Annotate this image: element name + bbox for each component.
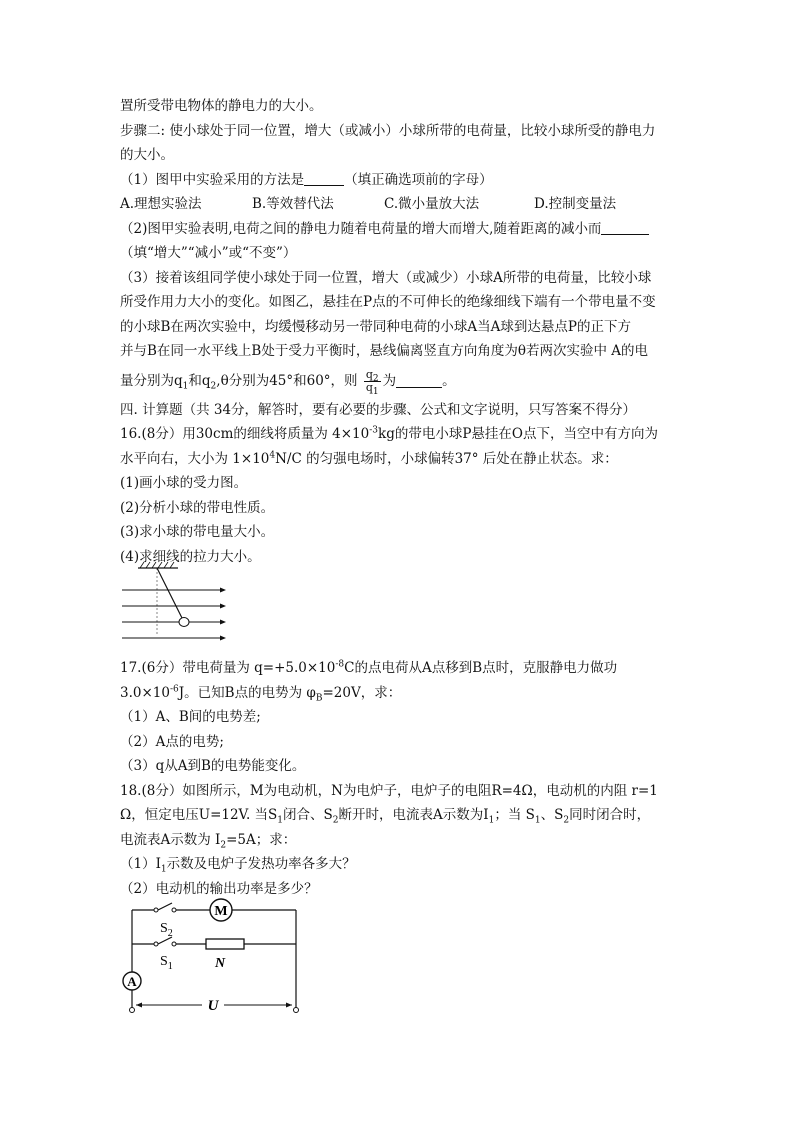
field-arrows (220, 588, 226, 641)
switch-s1-contact (172, 942, 176, 946)
text-line: （2）电动机的输出功率是多少？ (120, 880, 318, 897)
text-line: (4)求细线的拉力大小。 (120, 548, 261, 565)
subscript: 2 (210, 381, 217, 392)
text-line: (2)分析小球的带电性质。 (120, 499, 275, 516)
text: （1）I (120, 856, 161, 872)
text: ,θ分别为45°和60°，则 (216, 372, 358, 389)
question-15-3: （3）接着该组同学使小球处于同一位置，增大（或减少）小球A所带的电荷量，比较小球 (120, 269, 652, 286)
text: 和q (188, 372, 211, 389)
superscript: -6 (169, 684, 179, 694)
switch-s1-label (160, 954, 173, 972)
problem-18: 18.(8分）如图所示，M为电动机，N为电炉子，电炉子的电阻R=4Ω，电动机的内阻 r=1 (120, 782, 658, 799)
switch-s2-contact (154, 908, 158, 912)
text: 3.0×10 (120, 684, 170, 701)
worksheet-page (120, 94, 680, 569)
field-lines (122, 590, 224, 638)
option-d: D.控制变量法 (534, 196, 617, 212)
text: 16.(8分）用30cm的细线将质量为 4×10 (120, 426, 370, 442)
text: J。已知B点的电势为 φ (178, 684, 316, 701)
problems-17-18 (120, 656, 680, 901)
ceiling-hatch (140, 562, 174, 568)
subscript: 2 (220, 840, 227, 851)
subscript: 2 (332, 815, 339, 826)
answer-blank (304, 185, 344, 186)
switch-s1-contact (154, 942, 158, 946)
question-15-1 (120, 168, 680, 193)
superscript: 4 (269, 450, 276, 460)
section-heading: 四. 计算题（共 34分，解答时，要有必要的步骤、公式和文字说明，只写答案不得分） (120, 401, 637, 418)
text-line: （填“增大”“减小”或“不变”） (120, 245, 297, 261)
text-line: （1）A、B间的电势差; (120, 709, 261, 725)
heater-label: N (214, 956, 226, 971)
subscript: 1 (534, 815, 541, 826)
label-sub: 2 (167, 928, 173, 939)
arrow-head-left (136, 1003, 142, 1008)
question-15-2 (120, 217, 680, 242)
text-line: (3)求小球的带电量大小。 (120, 524, 275, 540)
label-text: S (160, 921, 168, 936)
subscript: 1 (372, 386, 379, 397)
text: Ω，恒定电压U=12V. 当S (120, 807, 278, 823)
subscript: 1 (277, 815, 284, 826)
text-line: 置所受带电物体的静电力的大小。 (120, 98, 323, 114)
option-b: B.等效替代法 (252, 196, 334, 212)
option-a: A.理想实验法 (120, 196, 202, 212)
fraction-q2-over-q1 (364, 367, 381, 397)
charged-ball (179, 618, 189, 627)
question-text: （填正确选项前的字母） (344, 171, 493, 188)
text-line (120, 681, 680, 706)
text: 量分别为q (120, 372, 183, 389)
circuit-figure (120, 898, 310, 1023)
text: 17.(6分）带电荷量为 q=+5.0×10 (120, 660, 336, 676)
text-line (120, 447, 680, 472)
question-text: （1）图甲中实验采用的方法是 (120, 171, 305, 188)
text-line (120, 852, 680, 877)
text: 水平向右，大小为 1×10 (120, 450, 270, 467)
label-text: S (160, 954, 168, 969)
text: 示数及电炉子发热功率各多大？ (166, 856, 356, 872)
denominator: q (365, 380, 373, 394)
text: N/C 的匀强电场时，小球偏转37° 后处在静止状态。求： (275, 450, 618, 467)
text-line: （3）q从A到B的电势能变化。 (120, 758, 306, 774)
text-line: (1)画小球的受力图。 (120, 475, 248, 491)
options-row (120, 192, 680, 217)
motor-label: M (214, 904, 228, 919)
text-line: 的大小。 (120, 147, 174, 163)
text: =5A；求： (226, 831, 297, 848)
numerator: q (365, 367, 373, 381)
string (157, 568, 182, 618)
text: ；当 S (494, 807, 535, 823)
problem-17 (120, 656, 680, 681)
terminal (294, 1008, 299, 1013)
problem-16 (120, 422, 680, 447)
ammeter-label: A (127, 974, 137, 989)
answer-blank (601, 234, 649, 235)
text-line-fraction (120, 364, 680, 398)
answer-blank (396, 387, 442, 388)
text: 断开时，电流表A示数为I (338, 807, 489, 823)
switch-s2-label (160, 921, 173, 939)
text: 闭合、S (283, 807, 333, 823)
period: 。 (442, 372, 456, 389)
subscript: 1 (182, 381, 189, 392)
text-line (120, 828, 680, 853)
label-sub: 1 (167, 961, 173, 972)
text-line: 步骤二: 使小球处于同一位置，增大（或减小）小球所带的电荷量，比较小球所受的静电力 (120, 122, 656, 139)
text: 电流表A示数为 I (120, 831, 221, 848)
text-line (120, 803, 680, 828)
subscript: 2 (372, 373, 379, 384)
text: =20V，求： (322, 684, 402, 701)
pendulum-field-figure (120, 560, 230, 650)
text-line: 的小球B在两次实验中，均缓慢移动另一带同种电荷的小球A当A球到达悬点P的正下方 (120, 318, 632, 335)
superscript: -8 (335, 659, 345, 670)
text: 、S (540, 807, 564, 823)
subscript: 2 (563, 815, 570, 826)
text-line: 所受作用力大小的变化。如图乙，悬挂在P点的不可伸长的绝缘细线下端有一个带电量不变 (120, 294, 656, 310)
question-text: （2)图甲实验表明,电荷之间的静电力随着电荷量的增大而增大,随着距离的减小而 (120, 220, 602, 237)
text: C的点电荷从A点移到B点时，克服静电力做功 (344, 660, 618, 676)
terminal (130, 1008, 135, 1013)
option-c: C.微小量放大法 (384, 196, 480, 212)
voltage-label: U (207, 998, 219, 1014)
arrow-head-right (286, 1003, 292, 1008)
text-line: 并与B在同一水平线上B处于受力平衡时，悬线偏离竖直方向角度为θ若两次实验中 A的电 (120, 343, 649, 359)
text: 同时闭合时， (569, 807, 651, 823)
subscript: B (315, 693, 323, 704)
text-line: （2）A点的电势; (120, 733, 224, 750)
superscript: -3 (369, 425, 379, 436)
text: kg的带电小球P悬挂在O点下，当空中有方向为 (378, 426, 659, 442)
subscript: 1 (488, 815, 495, 826)
text: 为 (382, 372, 397, 389)
heater-resistor (206, 939, 244, 949)
switch-s2-contact (172, 908, 176, 912)
subscript: 1 (160, 864, 167, 875)
